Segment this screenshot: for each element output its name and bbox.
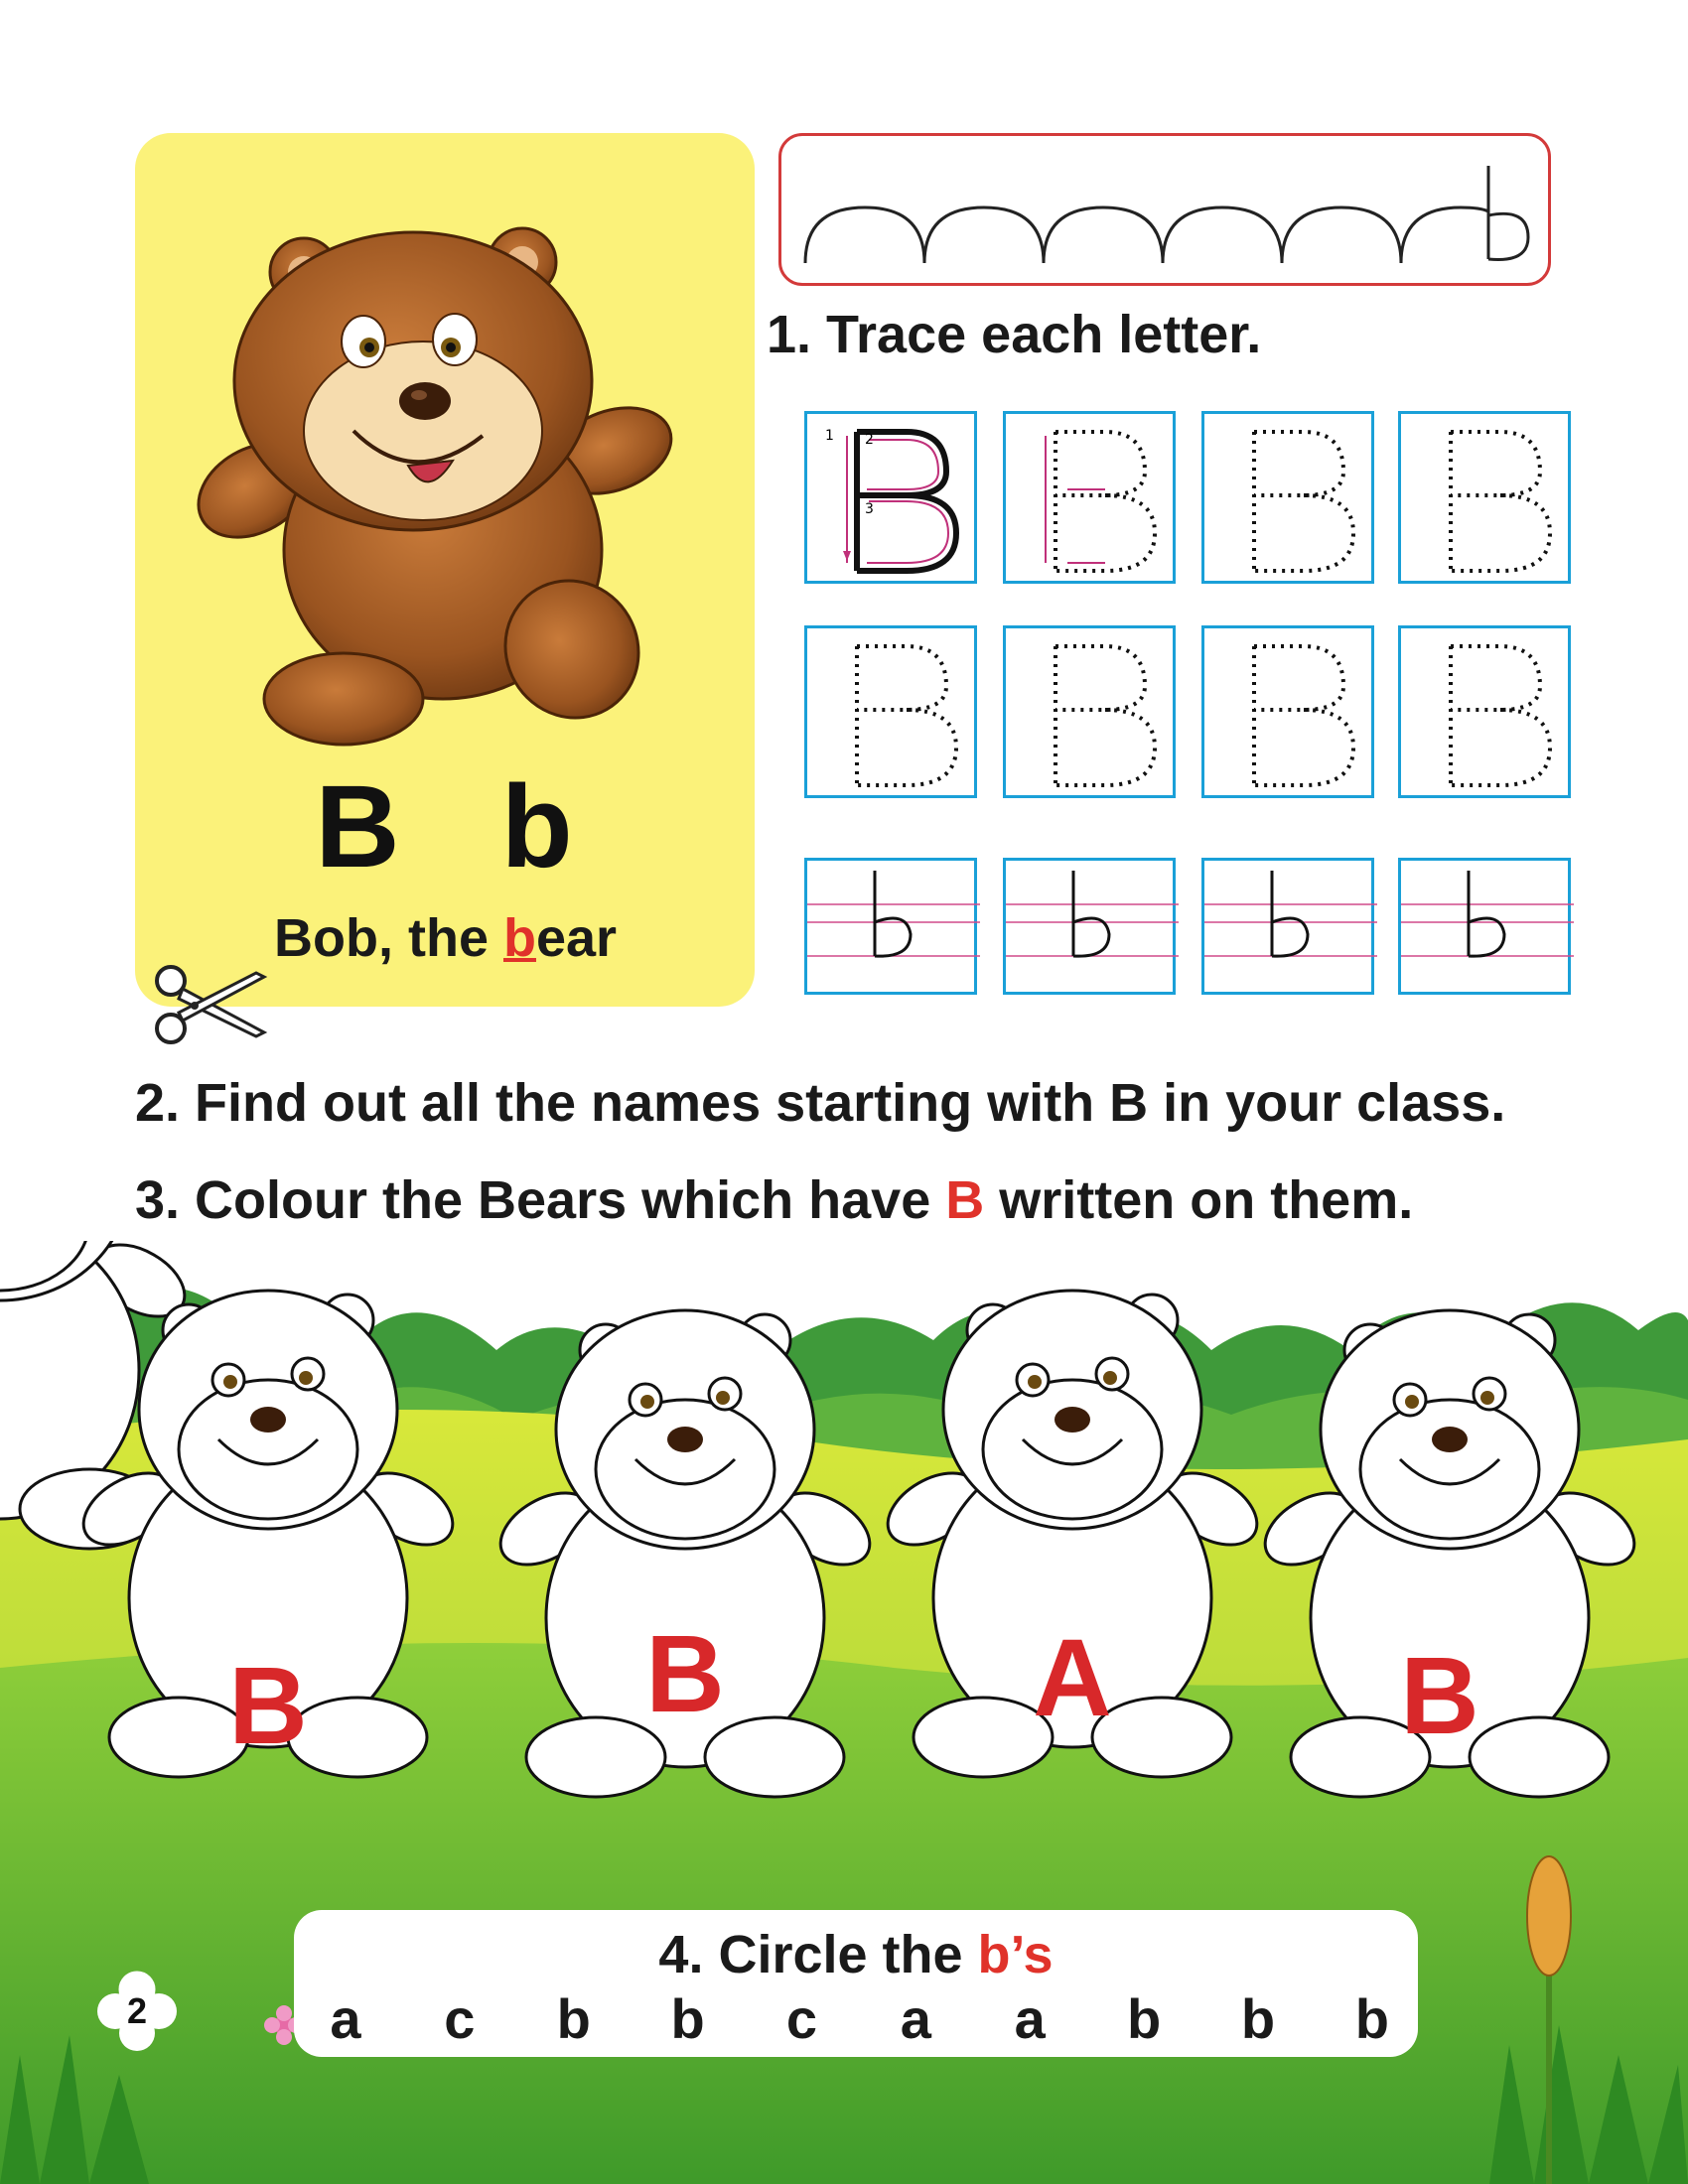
stroke-number-2: 2: [865, 432, 874, 448]
scissors-icon: [149, 963, 268, 1048]
trace-box-model: [804, 411, 977, 584]
trace-box[interactable]: [1201, 625, 1374, 798]
page-number-badge: [95, 1970, 179, 2053]
bear-2-letter: B: [645, 1613, 725, 1735]
small-b-box[interactable]: [804, 858, 977, 995]
letter-item[interactable]: b: [556, 1987, 591, 2050]
trace-box[interactable]: [1003, 625, 1176, 798]
trace-box[interactable]: [1398, 411, 1571, 584]
question-2: 2. Find out all the names starting with B in your class.: [135, 1073, 1506, 1133]
stroke-number-1: 1: [825, 428, 834, 444]
page-number: 2: [126, 1990, 148, 2031]
letter-item[interactable]: a: [330, 1987, 361, 2050]
letter-item[interactable]: a: [900, 1987, 931, 2050]
trace-box[interactable]: [1398, 625, 1571, 798]
stroke-number-3: 3: [865, 501, 874, 517]
bear-illustration: [195, 193, 691, 758]
letter-pair: [135, 761, 755, 892]
caption-pre: Bob, the: [274, 908, 503, 968]
question-3: [135, 1169, 1413, 1231]
circle-task-panel: [294, 1910, 1418, 2057]
bear-3-letter: A: [1033, 1617, 1112, 1739]
caption-highlight: b: [502, 908, 536, 968]
letter-item[interactable]: b: [670, 1987, 705, 2050]
question-4-pre: 4. Circle the: [658, 1925, 978, 1984]
letter-row: [308, 1987, 1410, 2051]
bear-1-letter: B: [228, 1645, 308, 1767]
letter-item[interactable]: b: [1240, 1987, 1276, 2050]
letter-item[interactable]: b: [1127, 1987, 1162, 2050]
trace-box[interactable]: [1201, 411, 1374, 584]
trace-box[interactable]: [804, 625, 977, 798]
pattern-strip: [778, 133, 1551, 286]
letter-card: [135, 133, 755, 1007]
lowercase-letter: b: [500, 761, 575, 892]
small-b-box[interactable]: [1201, 858, 1374, 995]
letter-item[interactable]: b: [1354, 1987, 1389, 2050]
question-3-pre: 3. Colour the Bears which have: [135, 1170, 946, 1230]
letter-item[interactable]: c: [785, 1987, 818, 2050]
question-3-letter: B: [945, 1170, 985, 1230]
uppercase-letter: B: [315, 761, 402, 892]
letter-item[interactable]: c: [444, 1987, 476, 2050]
question-4-highlight: b’s: [977, 1925, 1054, 1984]
card-caption: [135, 907, 755, 969]
question-3-post: written on them.: [984, 1170, 1414, 1230]
question-4: [294, 1924, 1418, 1985]
small-b-box[interactable]: [1398, 858, 1571, 995]
letter-item[interactable]: a: [1014, 1987, 1046, 2050]
caption-post: ear: [535, 908, 618, 968]
question-1: 1. Trace each letter.: [767, 305, 1262, 364]
bear-4-letter: B: [1400, 1635, 1479, 1757]
small-b-box[interactable]: [1003, 858, 1176, 995]
trace-box[interactable]: [1003, 411, 1176, 584]
